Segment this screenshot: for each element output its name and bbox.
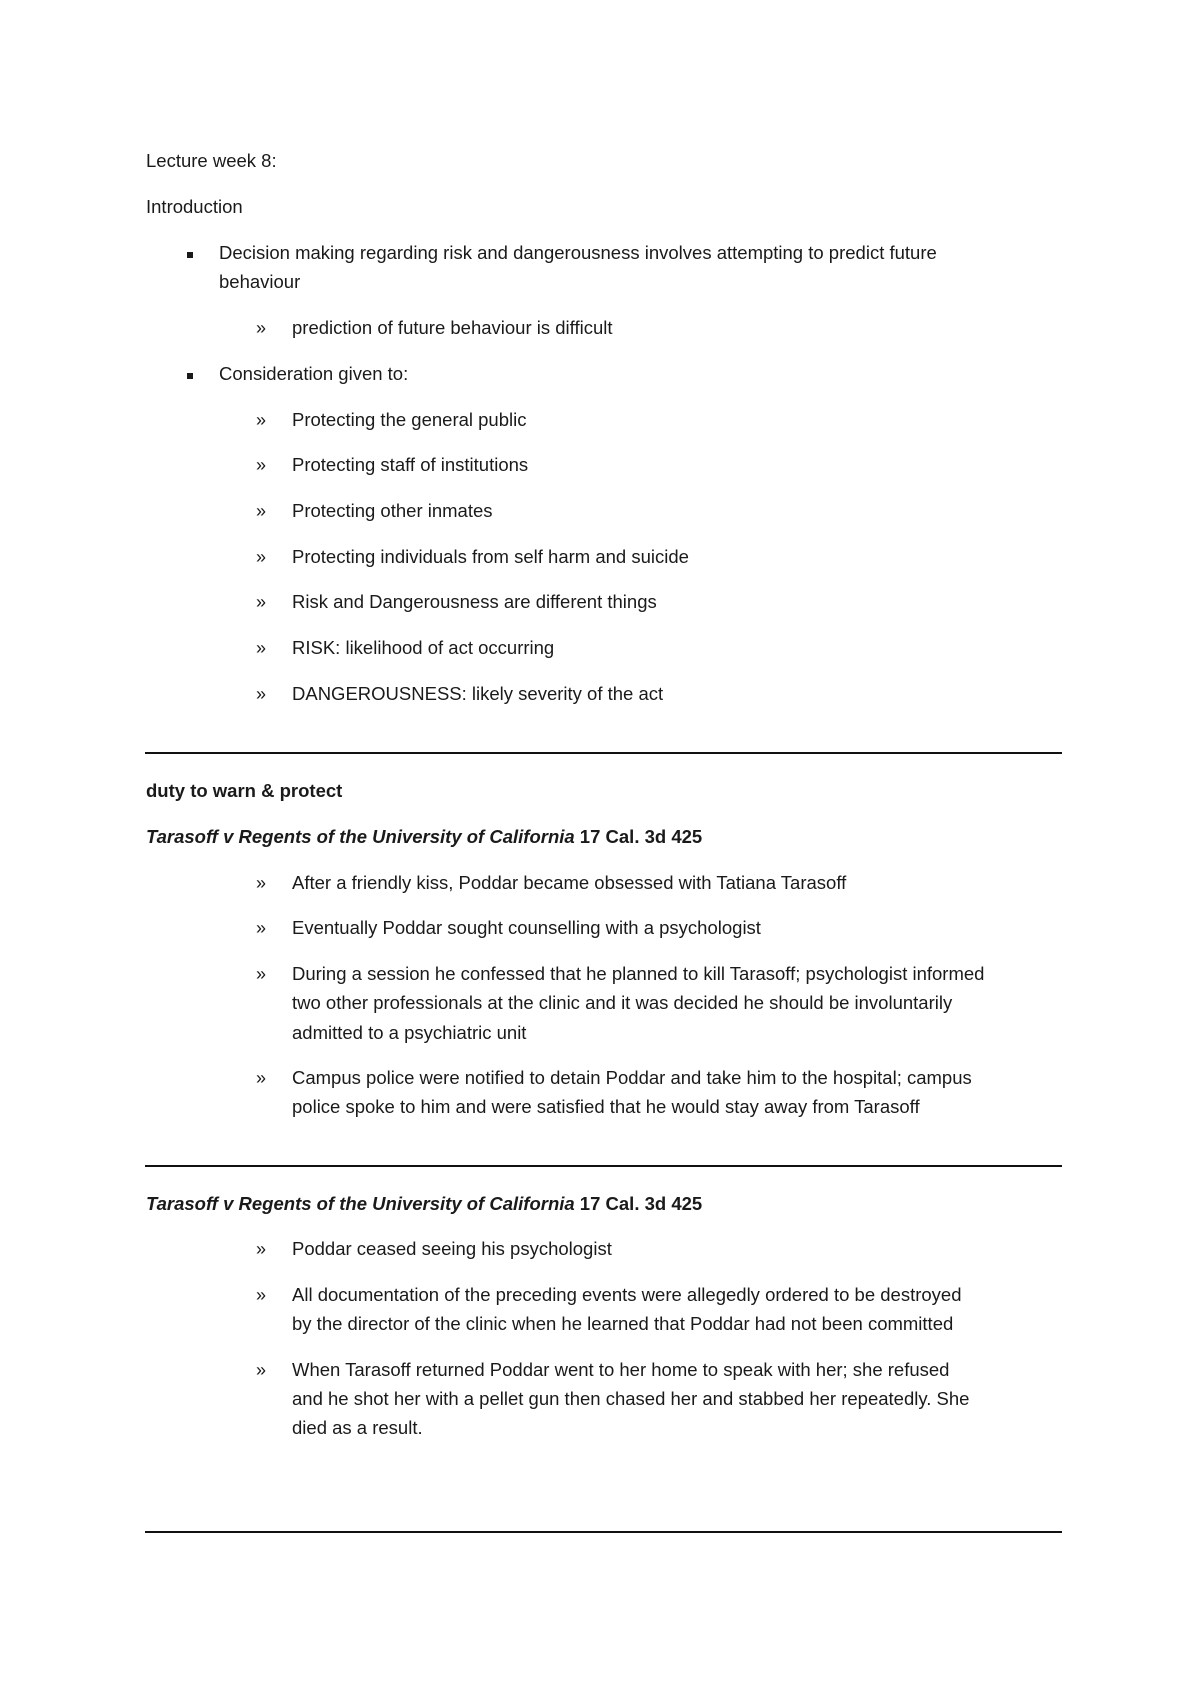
sub-bullet-icon: » (256, 592, 267, 612)
intro-item-2: Consideration given to: (219, 363, 409, 384)
case-point-2: Eventually Poddar sought counselling with a psychologist (292, 917, 761, 938)
case-name: Tarasoff v Regents of the University of California (146, 826, 575, 847)
case-point-3-line-3: admitted to a psychiatric unit (292, 1022, 527, 1043)
case-point-7-line-1: When Tarasoff returned Poddar went to her home to speak with her; she refused (292, 1359, 950, 1380)
case-title (146, 823, 702, 851)
sub-bullet-icon: » (256, 1360, 267, 1380)
sub-bullet-icon: » (256, 318, 267, 338)
case-point-4-line-2: police spoke to him and were satisfied that he would stay away from Tarasoff (292, 1096, 920, 1117)
intro-item-1-line-2: behaviour (219, 271, 301, 292)
case-citation: 17 Cal. 3d 425 (574, 1193, 703, 1214)
page-title: Lecture week 8: (146, 150, 277, 171)
intro-item-2-sub-7: DANGEROUSNESS: likely severity of the act (292, 683, 664, 704)
case-name: Tarasoff v Regents of the University of California (146, 1193, 575, 1214)
case-point-4-line-1: Campus police were notified to detain Poddar and take him to the hospital; campus (292, 1067, 972, 1088)
horizontal-rule (145, 1531, 1062, 1533)
intro-item-2-sub-2: Protecting staff of institutions (292, 454, 529, 475)
case-point-3-line-1: During a session he confessed that he planned to kill Tarasoff; psychologist informed (292, 963, 985, 984)
horizontal-rule (145, 752, 1062, 754)
case-point-3-line-2: two other professionals at the clinic and it was decided he should be involuntarily (292, 992, 953, 1013)
intro-heading: Introduction (146, 196, 243, 217)
sub-bullet-icon: » (256, 547, 267, 567)
square-bullet-icon (187, 252, 193, 258)
case-citation: 17 Cal. 3d 425 (574, 826, 703, 847)
sub-bullet-icon: » (256, 918, 267, 938)
horizontal-rule (145, 1165, 1062, 1167)
intro-item-2-sub-3: Protecting other inmates (292, 500, 493, 521)
sub-bullet-icon: » (256, 873, 267, 893)
square-bullet-icon (187, 373, 193, 379)
sub-bullet-icon: » (256, 455, 267, 475)
sub-bullet-icon: » (256, 501, 267, 521)
sub-bullet-icon: » (256, 638, 267, 658)
case-point-5: Poddar ceased seeing his psychologist (292, 1238, 612, 1259)
sub-bullet-icon: » (256, 964, 267, 984)
case-point-7-line-3: died as a result. (292, 1417, 423, 1438)
intro-item-2-sub-4: Protecting individuals from self harm and suicide (292, 546, 689, 567)
section-heading-duty-to-warn: duty to warn & protect (146, 780, 343, 801)
sub-bullet-icon: » (256, 1068, 267, 1088)
intro-item-2-sub-6: RISK: likelihood of act occurring (292, 637, 555, 658)
sub-bullet-icon: » (256, 684, 267, 704)
intro-item-1-sub-1: prediction of future behaviour is difficult (292, 317, 613, 338)
case-title (146, 1190, 702, 1218)
intro-item-2-sub-1: Protecting the general public (292, 409, 527, 430)
case-point-6-line-1: All documentation of the preceding events were allegedly ordered to be destroyed (292, 1284, 962, 1305)
sub-bullet-icon: » (256, 1285, 267, 1305)
intro-item-1-line-1: Decision making regarding risk and dangerousness involves attempting to predict future (219, 242, 937, 263)
sub-bullet-icon: » (256, 1239, 267, 1259)
intro-item-2-sub-5: Risk and Dangerousness are different things (292, 591, 657, 612)
sub-bullet-icon: » (256, 410, 267, 430)
case-point-7-line-2: and he shot her with a pellet gun then chased her and stabbed her repeatedly. She (292, 1388, 970, 1409)
case-point-6-line-2: by the director of the clinic when he learned that Poddar had not been committed (292, 1313, 954, 1334)
case-point-1: After a friendly kiss, Poddar became obsessed with Tatiana Tarasoff (292, 872, 847, 893)
